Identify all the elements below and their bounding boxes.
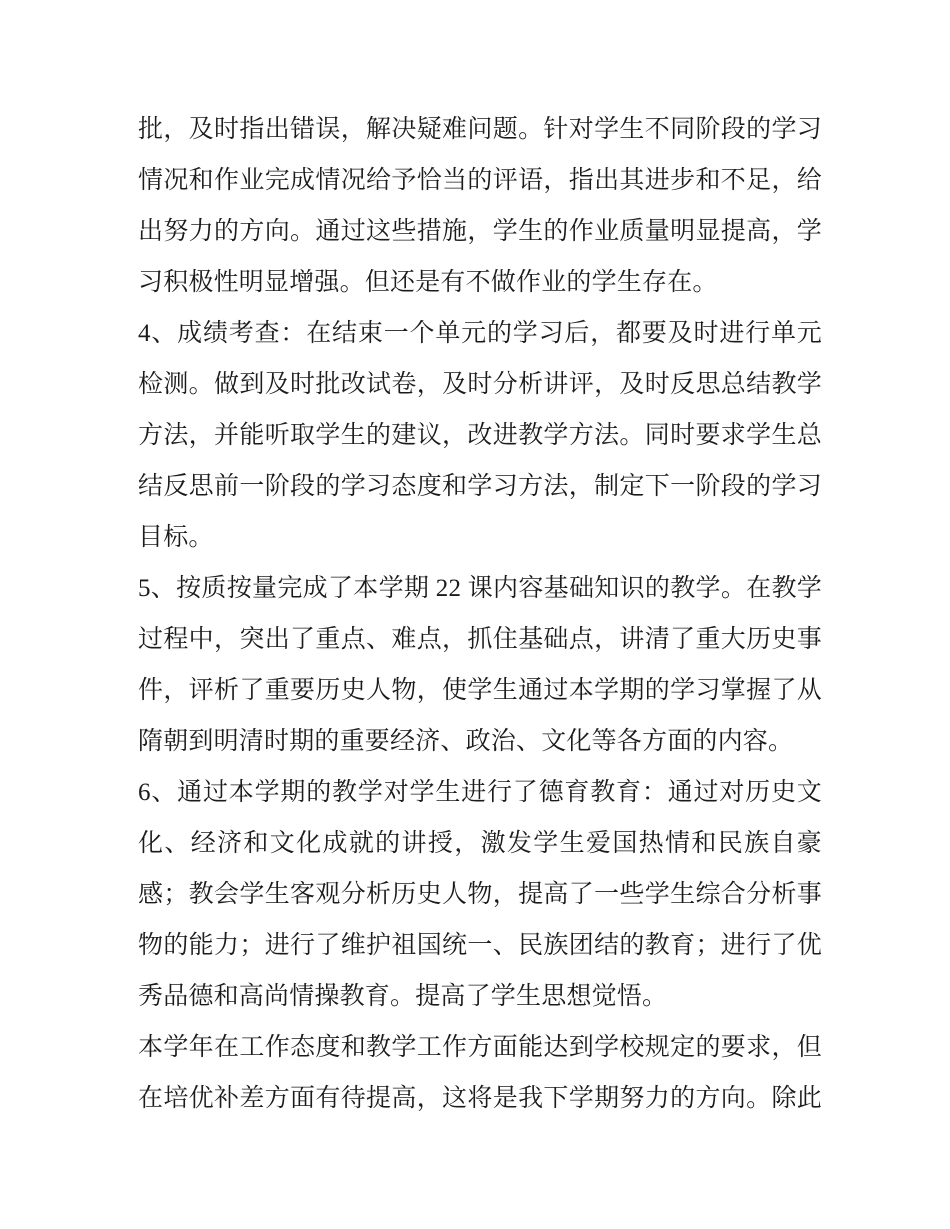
text-line: 物的能力；进行了维护祖国统一、民族团结的教育；进行了优 [138, 932, 822, 959]
text-line: 本学年在工作态度和教学工作方面能达到学校规定的要求，但 [138, 1034, 822, 1061]
text-line: 秀品德和高尚情操教育。提高了学生思想觉悟。 [138, 983, 668, 1010]
text-line: 方法，并能听取学生的建议，改进教学方法。同时要求学生总 [138, 422, 822, 449]
text-line: 习积极性明显增强。但还是有不做作业的学生存在。 [138, 269, 718, 296]
text-line: 化、经济和文化成就的讲授，激发学生爱国热情和民族自豪 [138, 830, 822, 857]
text-line: 4、成绩考查：在结束一个单元的学习后，都要及时进行单元 [138, 320, 822, 347]
text-line: 出努力的方向。通过这些措施，学生的作业质量明显提高，学 [138, 218, 822, 245]
text-line: 检测。做到及时批改试卷，及时分析讲评，及时反思总结教学 [138, 371, 822, 398]
text-line: 感；教会学生客观分析历史人物，提高了一些学生综合分析事 [138, 881, 822, 908]
text-line: 批，及时指出错误，解决疑难问题。针对学生不同阶段的学习 [138, 116, 822, 143]
text-line: 目标。 [138, 524, 214, 551]
text-line: 6、通过本学期的教学对学生进行了德育教育：通过对历史文 [138, 779, 822, 806]
text-line: 情况和作业完成情况给予恰当的评语，指出其进步和不足，给 [138, 167, 822, 194]
text-line: 结反思前一阶段的学习态度和学习方法，制定下一阶段的学习 [138, 473, 822, 500]
text-line: 件，评析了重要历史人物，使学生通过本学期的学习掌握了从 [138, 677, 822, 704]
text-line: 隋朝到明清时期的重要经济、政治、文化等各方面的内容。 [138, 728, 794, 755]
document-text-block [138, 104, 822, 1124]
text-line: 过程中，突出了重点、难点，抓住基础点，讲清了重大历史事 [138, 626, 822, 653]
text-line: 5、按质按量完成了本学期 22 课内容基础知识的教学。在教学 [138, 575, 822, 602]
text-line: 在培优补差方面有待提高，这将是我下学期努力的方向。除此 [138, 1085, 822, 1112]
